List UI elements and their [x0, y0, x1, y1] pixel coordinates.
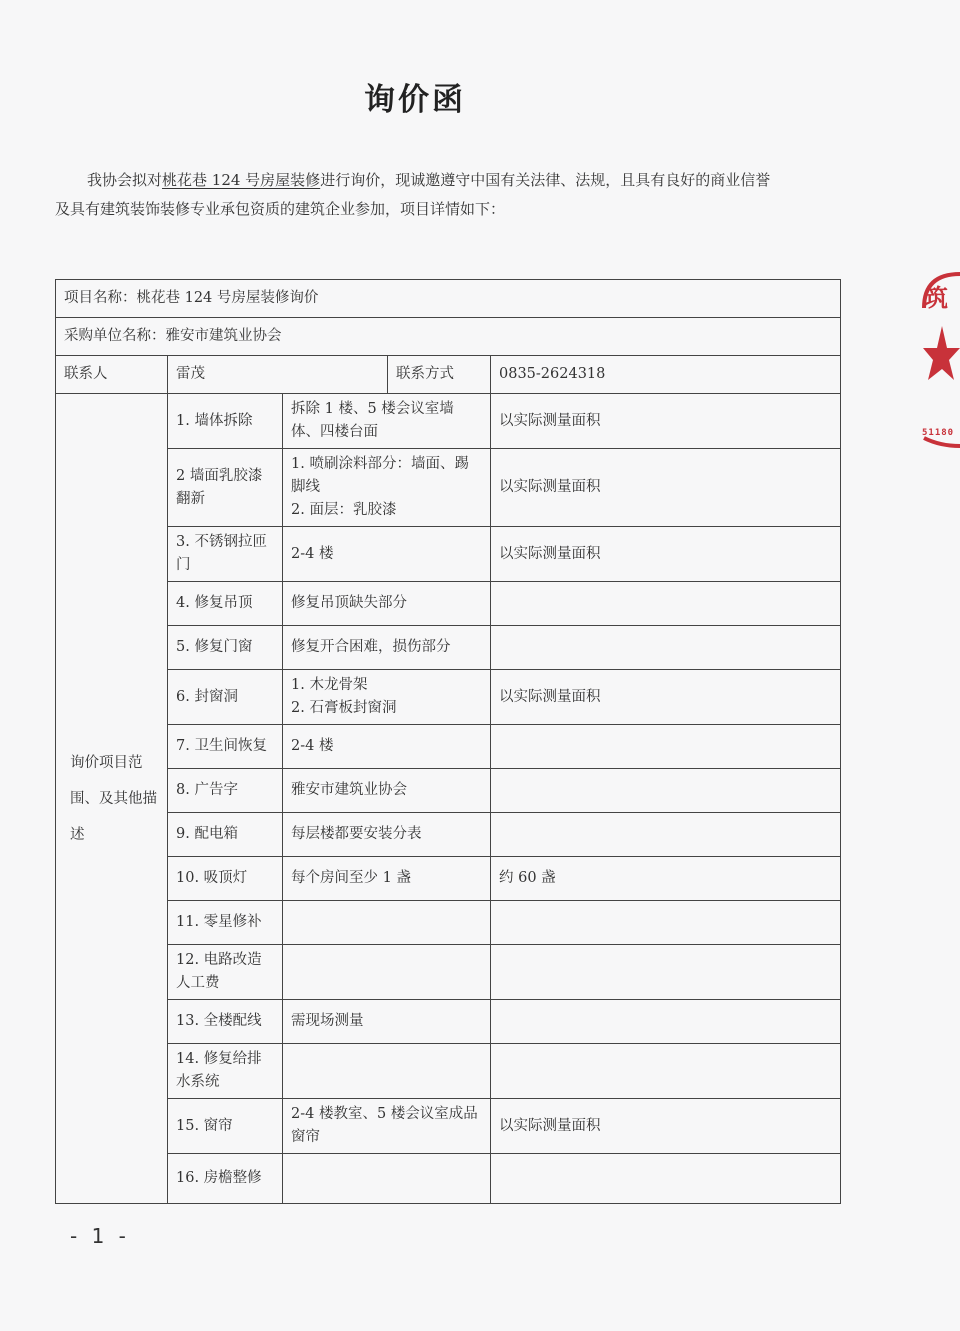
item-note: 以实际测量面积 [491, 670, 841, 725]
official-stamp [920, 268, 960, 453]
intro-text-end: 进行询价，现诚邀遵守中国有关法律、法规，且具有良好的商业信誉 [320, 171, 771, 189]
page-number: - 1 - [70, 1224, 130, 1248]
project-name-cell: 项目名称：桃花巷 124 号房屋装修询价 [56, 280, 841, 318]
item-note: 以实际测量面积 [491, 449, 841, 527]
table-row [56, 1099, 841, 1154]
item-description: 每个房间至少 1 盏 [283, 857, 491, 901]
item-description: 修复开合困难，损伤部分 [283, 626, 491, 670]
table-row [56, 813, 841, 857]
table-row [56, 394, 841, 449]
item-note [491, 901, 841, 945]
contact-label: 联系人 [56, 356, 168, 394]
item-description: 2-4 楼 [283, 527, 491, 582]
contact-phone: 0835-2624318 [491, 356, 841, 394]
item-note [491, 1044, 841, 1099]
item-name: 1. 墙体拆除 [168, 394, 283, 449]
item-description: 2-4 楼 [283, 725, 491, 769]
item-name: 7. 卫生间恢复 [168, 725, 283, 769]
document-title: 询价函 [364, 82, 466, 118]
item-name: 3. 不锈钢拉匝门 [168, 527, 283, 582]
item-description: 1. 木龙骨架 2. 石膏板封窗洞 [283, 670, 491, 725]
inquiry-table [55, 279, 841, 1204]
item-description: 1. 喷刷涂料部分：墙面、踢脚线 2. 面层：乳胶漆 [283, 449, 491, 527]
item-name: 4. 修复吊顶 [168, 582, 283, 626]
table-row [56, 449, 841, 527]
table-row [56, 1000, 841, 1044]
table-row [56, 582, 841, 626]
item-name: 2 墙面乳胶漆翻新 [168, 449, 283, 527]
table-row [56, 670, 841, 725]
item-note [491, 1154, 841, 1204]
item-name: 14. 修复给排水系统 [168, 1044, 283, 1099]
table-row [56, 527, 841, 582]
item-name: 5. 修复门窗 [168, 626, 283, 670]
intro-text-line2: 及具有建筑装饰装修专业承包资质的建筑企业参加，项目详情如下： [55, 200, 506, 218]
item-note: 以实际测量面积 [491, 527, 841, 582]
table-row [56, 857, 841, 901]
table-row [56, 1154, 841, 1204]
table-row [56, 1044, 841, 1099]
item-note [491, 725, 841, 769]
item-name: 10. 吸顶灯 [168, 857, 283, 901]
item-name: 8. 广告字 [168, 769, 283, 813]
contact-method-label: 联系方式 [388, 356, 491, 394]
item-note [491, 813, 841, 857]
stamp-number: 51180 [922, 428, 955, 438]
item-name: 11. 零星修补 [168, 901, 283, 945]
scope-label: 询价项目范围、及其他描述 [56, 394, 168, 1204]
intro-paragraph [55, 166, 845, 224]
item-note [491, 582, 841, 626]
item-description: 修复吊顶缺失部分 [283, 582, 491, 626]
item-description [283, 901, 491, 945]
item-description: 需现场测量 [283, 1000, 491, 1044]
item-note: 约 60 盏 [491, 857, 841, 901]
item-description: 2-4 楼教室、5 楼会议室成品窗帘 [283, 1099, 491, 1154]
item-description [283, 1154, 491, 1204]
star-icon [923, 326, 960, 380]
table-row [56, 725, 841, 769]
item-note: 以实际测量面积 [491, 394, 841, 449]
item-description: 拆除 1 楼、5 楼会议室墙体、四楼台面 [283, 394, 491, 449]
item-description [283, 945, 491, 1000]
table-row [56, 945, 841, 1000]
item-name: 15. 窗帘 [168, 1099, 283, 1154]
item-description [283, 1044, 491, 1099]
item-note [491, 945, 841, 1000]
item-description: 雅安市建筑业协会 [283, 769, 491, 813]
table-row [56, 769, 841, 813]
item-name: 12. 电路改造人工费 [168, 945, 283, 1000]
intro-project-name: 桃花巷 124 号房屋装修 [162, 171, 321, 189]
item-note: 以实际测量面积 [491, 1099, 841, 1154]
purchaser-cell: 采购单位名称：雅安市建筑业协会 [56, 318, 841, 356]
item-name: 9. 配电箱 [168, 813, 283, 857]
table-row [56, 626, 841, 670]
item-name: 13. 全楼配线 [168, 1000, 283, 1044]
item-note [491, 1000, 841, 1044]
item-note [491, 626, 841, 670]
item-description: 每层楼都要安装分表 [283, 813, 491, 857]
item-name: 6. 封窗洞 [168, 670, 283, 725]
intro-text-start: 我协会拟对 [87, 171, 163, 189]
item-note [491, 769, 841, 813]
contact-name: 雷茂 [168, 356, 388, 394]
table-row [56, 901, 841, 945]
stamp-text: 筑 [924, 284, 948, 312]
item-name: 16. 房檐整修 [168, 1154, 283, 1204]
